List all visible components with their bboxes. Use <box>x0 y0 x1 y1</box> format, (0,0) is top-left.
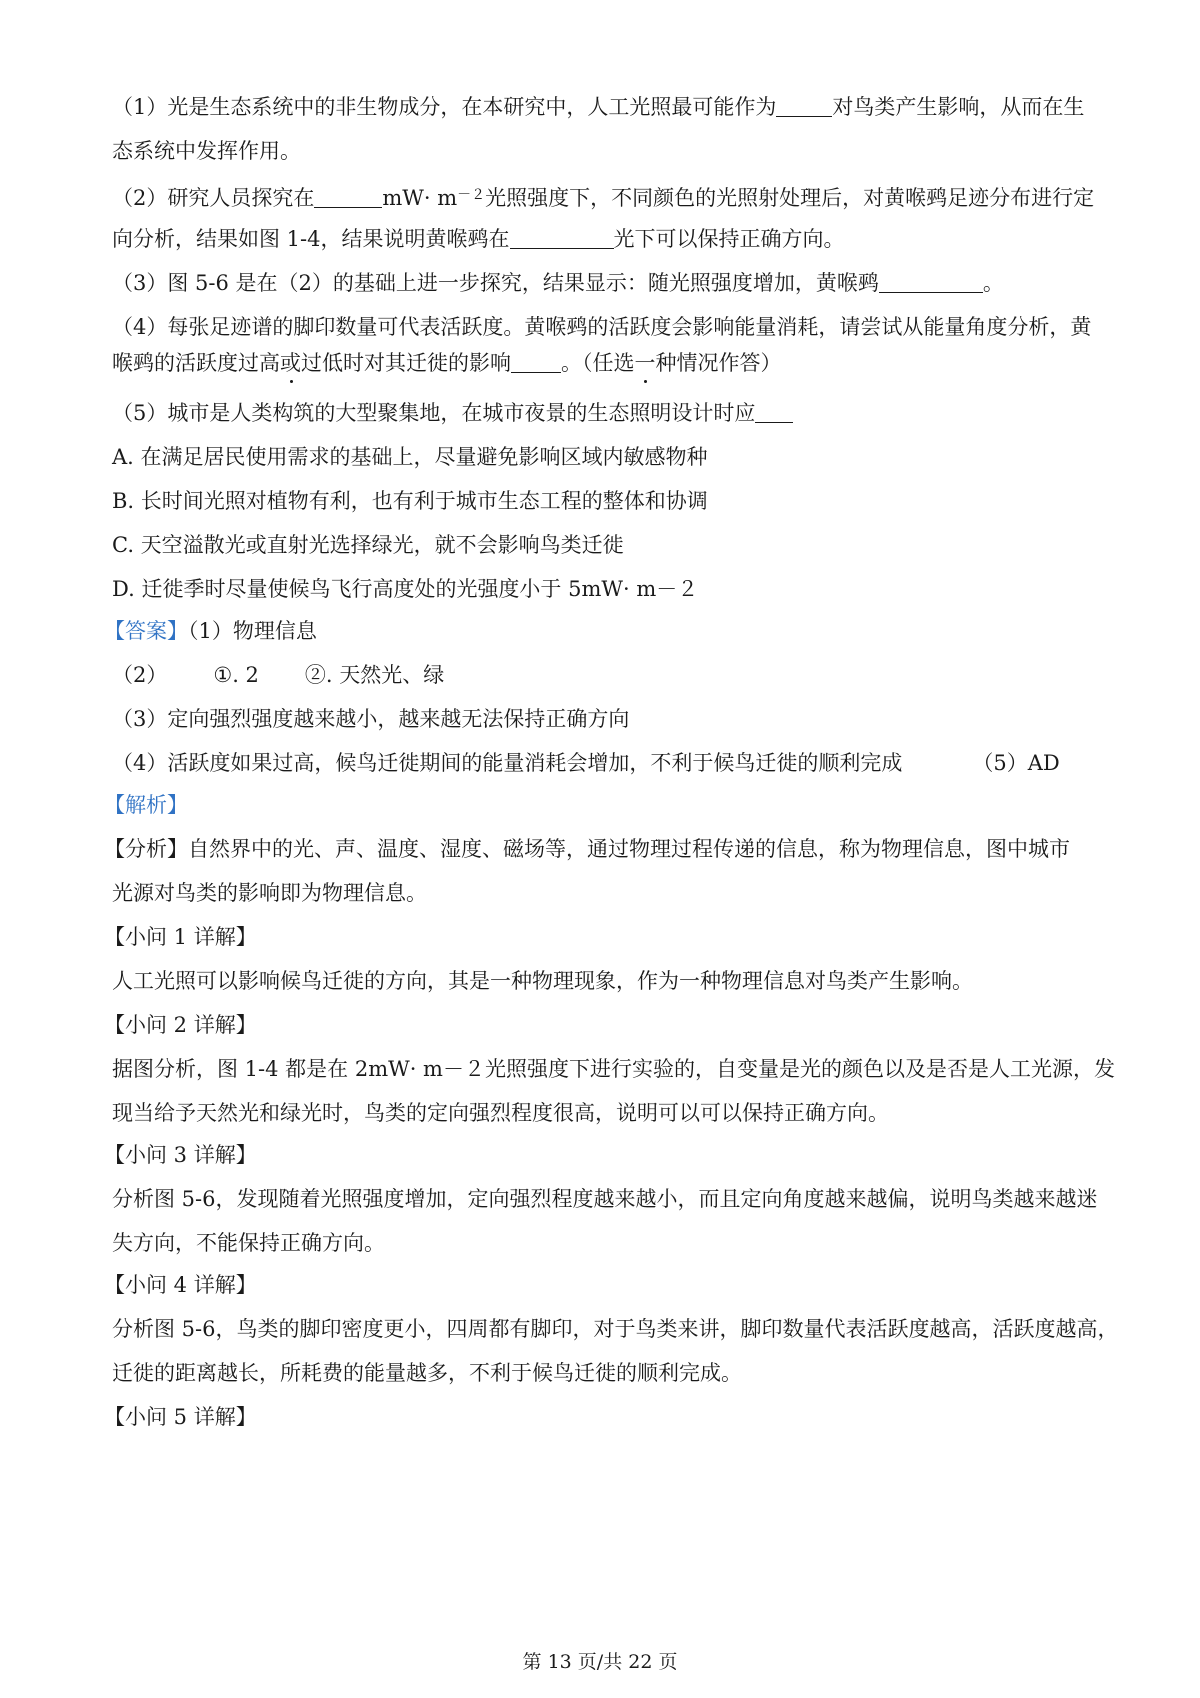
q5-option-d: D. 迁徙季时尽量使候鸟飞行高度处的光强度小于 5mW· m－２ <box>112 577 699 601</box>
sub4-title: 【小问 4 详解】 <box>104 1273 257 1297</box>
answer-blank <box>755 400 793 423</box>
q3-line-1 <box>112 268 1110 298</box>
q2-text-a: （2）研究人员探究在 <box>112 186 315 210</box>
sub2-title: 【小问 2 详解】 <box>104 1013 257 1037</box>
answer-2-part-2: ②. 天然光、绿 <box>304 663 445 687</box>
q4-emphasis-or: 或 <box>280 351 301 375</box>
sub1-title: 【小问 1 详解】 <box>104 925 257 949</box>
q4-line-1: （4）每张足迹谱的脚印数量可代表活跃度。黄喉鹀的活跃度会影响能量消耗，请尝试从能量角度分析，黄 <box>112 315 1092 339</box>
q2-line-2 <box>112 224 1110 254</box>
answer-line-2 <box>112 660 1110 690</box>
q2-text-d: 向分析，结果如图 1-4，结果说明黄喉鹀在 <box>112 227 510 251</box>
answer-line-4 <box>112 748 1110 778</box>
q1-text-a: （1）光是生态系统中的非生物成分，在本研究中，人工光照最可能作为 <box>112 95 777 119</box>
answer-line-3: （3）定向强烈强度越来越小，越来越无法保持正确方向 <box>112 707 630 731</box>
answer-4: （4）活跃度如果过高，候鸟迁徙期间的能量消耗会增加，不利于候鸟迁徙的顺利完成 <box>112 751 903 775</box>
answer-blank <box>510 226 614 249</box>
q2-text-c: 光照强度下，不同颜色的光照射处理后，对黄喉鹀足迹分布进行定 <box>485 186 1095 210</box>
q4-text-b: 过低时对其迁徙的影响 <box>301 351 511 375</box>
q4-text-c: 。（任选 <box>561 351 635 375</box>
q4-text-d: 种情况作答） <box>655 351 782 375</box>
q5-option-a: A. 在满足居民使用需求的基础上，尽量避免影响区域内敏感物种 <box>112 445 708 469</box>
q2-text-e: 光下可以保持正确方向。 <box>613 227 845 251</box>
answer-label: 【答案】 <box>104 619 188 643</box>
analysis-fenxi-line-2: 光源对鸟类的影响即为物理信息。 <box>112 881 427 905</box>
answer-blank <box>879 270 983 293</box>
answer-blank <box>776 94 832 117</box>
sub2-line-1: 据图分析，图 1-4 都是在 2mW· m－２光照强度下进行实验的，自变量是光的颜色以及是否是人工光源，发 <box>112 1057 1115 1081</box>
q4-text-a: 喉鹀的活跃度过高 <box>112 351 280 375</box>
sub5-title: 【小问 5 详解】 <box>104 1405 257 1429</box>
q1-text-b: 对鸟类产生影响，从而在生 <box>832 95 1085 119</box>
q4-line-2 <box>112 348 1110 378</box>
answer-blank <box>314 185 382 208</box>
analysis-fenxi-text: 自然界中的光、声、温度、湿度、磁场等，通过物理过程传递的信息，称为物理信息，图中城市 <box>188 837 1070 861</box>
q5-stem-text: （5）城市是人类构筑的大型聚集地，在城市夜景的生态照明设计时应 <box>112 401 756 425</box>
sub3-line-1: 分析图 5-6，发现随着光照强度增加，定向强烈程度越来越小，而且定向角度越来越偏，说明鸟类越来越迷 <box>112 1187 1098 1211</box>
sub3-title: 【小问 3 详解】 <box>104 1143 257 1167</box>
analysis-label: 【解析】 <box>104 793 188 817</box>
q4-emphasis-one: 一 <box>634 351 656 375</box>
q2-line-1 <box>112 180 1110 213</box>
q1-line-2: 态系统中发挥作用。 <box>112 139 301 163</box>
answer-line-1 <box>104 616 1110 646</box>
answer-2-part-1: ①. 2 <box>213 663 259 687</box>
sub2-line-2: 现当给予天然光和绿光时，鸟类的定向强烈程度很高，说明可以可以保持正确方向。 <box>112 1101 889 1125</box>
q3-text-a: （3）图 5-6 是在（2）的基础上进一步探究，结果显示：随光照强度增加，黄喉鹀 <box>112 271 879 295</box>
answer-5: （5）AD <box>972 751 1060 775</box>
sub3-line-2: 失方向，不能保持正确方向。 <box>112 1231 385 1255</box>
q5-option-b: B. 长时间光照对植物有利，也有利于城市生态工程的整体和协调 <box>112 489 708 513</box>
sub1-text: 人工光照可以影响候鸟迁徙的方向，其是一种物理现象，作为一种物理信息对鸟类产生影响。 <box>112 969 973 993</box>
sub4-line-1: 分析图 5-6，鸟类的脚印密度更小，四周都有脚印，对于鸟类来讲，脚印数量代表活跃度越高，活跃度越高， <box>112 1317 1119 1341</box>
answer-blank <box>511 350 561 373</box>
q1-line-1 <box>112 92 1110 122</box>
answer-1: （1）物理信息 <box>188 619 317 643</box>
analysis-fenxi-label: 【分析】 <box>104 837 188 861</box>
q5-stem <box>112 398 1110 428</box>
sub4-line-2: 迁徙的距离越长，所耗费的能量越多，不利于候鸟迁徙的顺利完成。 <box>112 1361 742 1385</box>
q3-text-b: 。 <box>982 271 1004 295</box>
page-number: 第 13 页/共 22 页 <box>522 1651 678 1673</box>
q2-unit: mW· m <box>382 186 458 210</box>
q5-option-c: C. 天空溢散光或直射光选择绿光，就不会影响鸟类迁徙 <box>112 533 624 557</box>
answer-2-prefix: （2） <box>112 663 168 687</box>
q2-unit-exponent: －２ <box>457 187 486 203</box>
analysis-fenxi-line-1 <box>104 834 1110 864</box>
